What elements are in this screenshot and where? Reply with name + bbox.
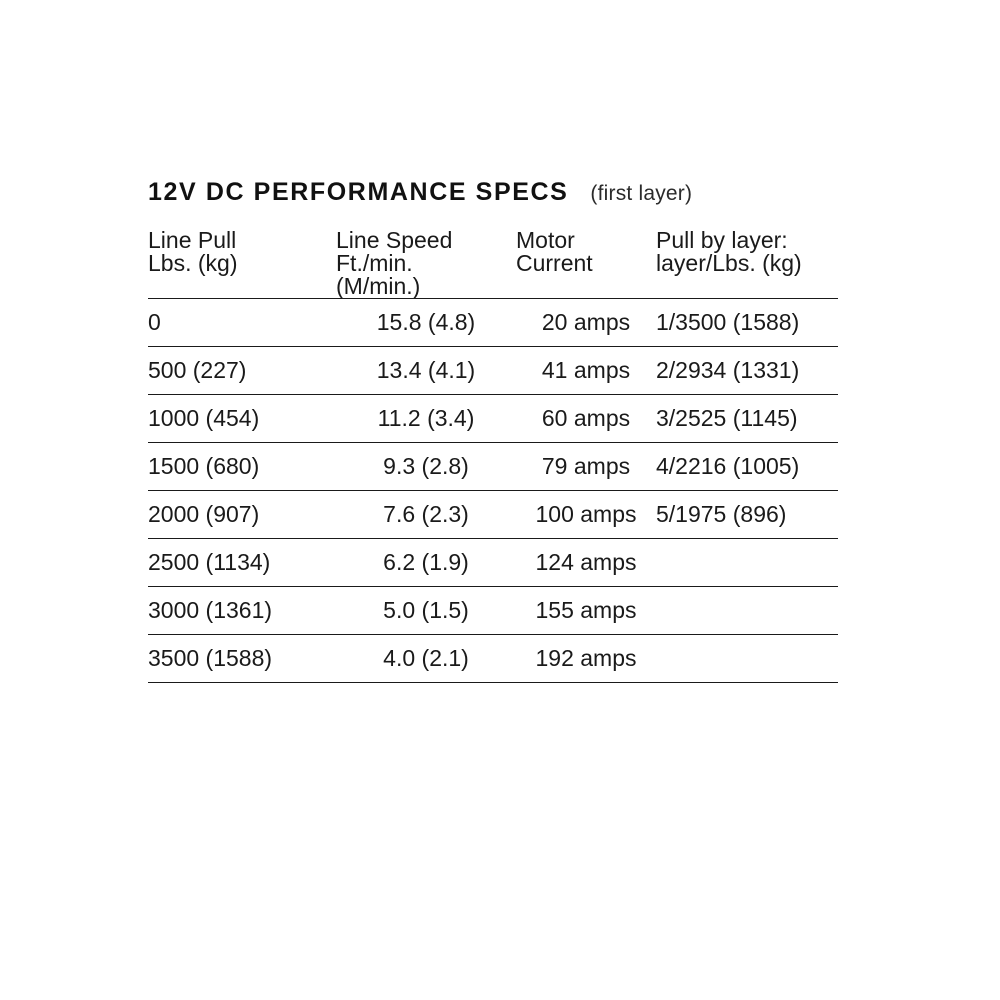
- cell-motor-current: 100 amps: [535, 501, 637, 527]
- cell-line-pull: 3500 (1588): [148, 645, 273, 671]
- title-annotation: (first layer): [590, 182, 693, 205]
- cell-pull-by-layer: 2/2934 (1331): [656, 357, 800, 383]
- cell-motor-current: 192 amps: [535, 645, 637, 671]
- table-row: [148, 299, 838, 347]
- cell-line-pull: 3000 (1361): [148, 597, 273, 623]
- header-pull-by-layer-units: layer/Lbs. (kg): [656, 250, 802, 276]
- cell-motor-current: 124 amps: [535, 549, 637, 575]
- header-line-speed-units: Ft./min.: [336, 250, 413, 276]
- header-blank-1: [148, 275, 336, 299]
- spec-title-row: [148, 178, 848, 207]
- table-header-row-3: [148, 275, 838, 299]
- header-line-speed-units-metric: (M/min.): [336, 273, 421, 299]
- cell-line-speed: 6.2 (1.9): [383, 549, 469, 575]
- cell-pull-by-layer: 4/2216 (1005): [656, 453, 800, 479]
- table-row: [148, 539, 838, 587]
- cell-motor-current: 155 amps: [535, 597, 637, 623]
- cell-motor-current: 41 amps: [541, 357, 631, 383]
- header-line-pull-units: Lbs. (kg): [148, 250, 238, 276]
- cell-line-speed: 13.4 (4.1): [376, 357, 476, 383]
- cell-pull-by-layer: 1/3500 (1588): [656, 309, 800, 335]
- cell-line-pull: 500 (227): [148, 357, 247, 383]
- cell-motor-current: 79 amps: [541, 453, 631, 479]
- cell-line-pull: 0: [148, 309, 161, 335]
- table-header-row-1: [148, 229, 838, 252]
- cell-motor-current: 20 amps: [541, 309, 631, 335]
- cell-pull-by-layer: 3/2525 (1145): [656, 405, 798, 431]
- table-row: [148, 443, 838, 491]
- cell-line-speed: 5.0 (1.5): [383, 597, 469, 623]
- cell-line-speed: 9.3 (2.8): [383, 453, 469, 479]
- cell-line-pull: 1000 (454): [148, 405, 260, 431]
- spec-sheet: [148, 178, 848, 683]
- cell-pull-by-layer: [656, 635, 838, 683]
- table-row: [148, 587, 838, 635]
- header-line-pull: Line Pull: [148, 227, 237, 253]
- table-row: [148, 635, 838, 683]
- header-motor-current: Current: [516, 250, 593, 276]
- cell-line-pull: 2500 (1134): [148, 549, 271, 575]
- header-motor: Motor: [516, 227, 575, 253]
- header-pull-by-layer: Pull by layer:: [656, 227, 788, 253]
- cell-line-speed: 4.0 (2.1): [383, 645, 469, 671]
- cell-motor-current: 60 amps: [541, 405, 631, 431]
- cell-line-pull: 1500 (680): [148, 453, 260, 479]
- header-line-speed: Line Speed: [336, 227, 453, 253]
- cell-pull-by-layer: [656, 587, 838, 635]
- performance-specs-table: [148, 229, 838, 683]
- table-header-row-2: [148, 252, 838, 275]
- cell-pull-by-layer: 5/1975 (896): [656, 501, 787, 527]
- table-row: [148, 347, 838, 395]
- cell-line-pull: 2000 (907): [148, 501, 260, 527]
- cell-pull-by-layer: [656, 539, 838, 587]
- table-row: [148, 395, 838, 443]
- cell-line-speed: 11.2 (3.4): [377, 405, 475, 431]
- page-title: 12V DC PERFORMANCE SPECS: [148, 178, 569, 206]
- header-blank-3: [656, 275, 838, 299]
- cell-line-speed: 15.8 (4.8): [376, 309, 476, 335]
- cell-line-speed: 7.6 (2.3): [383, 501, 469, 527]
- header-blank-2: [516, 275, 656, 299]
- table-row: [148, 491, 838, 539]
